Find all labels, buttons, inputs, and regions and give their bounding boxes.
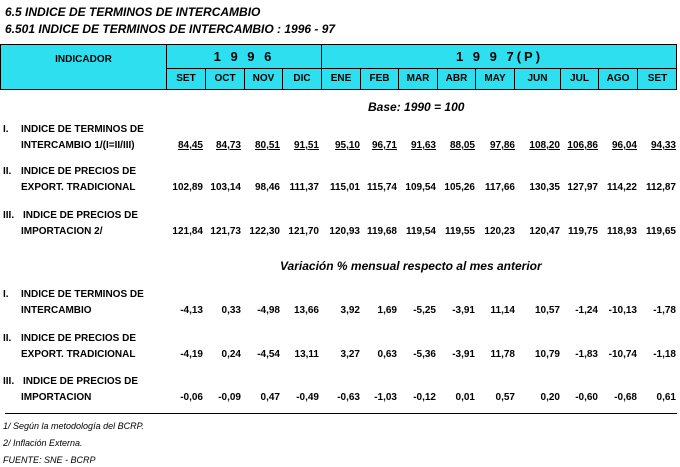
month-header: JUL (561, 69, 599, 89)
row-label-line2: INTERCAMBIO (21, 305, 92, 316)
value-cell: 106,86 (567, 140, 598, 151)
value-cell: 112,87 (645, 182, 676, 193)
value-cell: 102,89 (172, 182, 203, 193)
value-cell: 88,05 (449, 140, 475, 151)
value-cell: -5,25 (413, 305, 436, 316)
year-1997-header: 1 9 9 7(P) (322, 45, 677, 69)
value-cell: 11,78 (490, 349, 515, 360)
value-cell: 108,20 (529, 140, 560, 151)
value-cell: -1,83 (575, 349, 598, 360)
value-cell: 0,20 (540, 392, 560, 403)
source-note: FUENTE: SNE - BCRP (3, 455, 96, 465)
row-label-line2: IMPORTACION (21, 392, 92, 403)
value-cell: -0,60 (575, 392, 598, 403)
value-cell: 121,73 (210, 226, 241, 237)
value-cell: -1,24 (575, 305, 598, 316)
value-cell: -4,54 (257, 349, 280, 360)
value-cell: 109,54 (405, 182, 436, 193)
value-cell: 95,10 (334, 140, 360, 151)
value-cell: -4,19 (180, 349, 203, 360)
row-label-line1: INDICE DE TERMINOS DE (21, 289, 144, 300)
base-label: Base: 1990 = 100 (368, 100, 465, 114)
footnote-1: 1/ Según la metodología del BCRP. (3, 421, 144, 431)
value-cell: 114,22 (606, 182, 637, 193)
value-cell: 13,11 (294, 349, 319, 360)
value-cell: 119,55 (444, 226, 475, 237)
row-label-line2: EXPORT. TRADICIONAL (21, 182, 136, 193)
row-label-line1: INDICE DE PRECIOS DE (23, 376, 139, 387)
value-cell: 0,01 (455, 392, 475, 403)
row-label-line2: INTERCAMBIO 1/(I=II/III) (21, 140, 135, 151)
value-cell: -4,98 (257, 305, 280, 316)
month-header: ABR (438, 69, 476, 89)
value-cell: 111,37 (289, 182, 319, 193)
value-cell: 127,97 (567, 182, 598, 193)
row-number: I. (3, 124, 9, 135)
value-cell: 3,92 (340, 305, 360, 316)
row-label-line1: INDICE DE TERMINOS DE (21, 124, 144, 135)
value-cell: 103,14 (210, 182, 241, 193)
value-cell: 0,33 (221, 305, 241, 316)
value-cell: -4,13 (180, 305, 203, 316)
month-header: AGO (599, 69, 638, 89)
value-cell: 119,65 (645, 226, 676, 237)
month-header: SET (167, 69, 206, 89)
value-cell: -10,74 (608, 349, 637, 360)
value-cell: -1,18 (653, 349, 676, 360)
table-subtitle: 6.501 INDICE DE TERMINOS DE INTERCAMBIO : 1996 - 97 (5, 22, 336, 36)
month-header: SET (647, 73, 668, 84)
indicator-header: INDICADOR (1, 45, 167, 89)
value-cell: 119,54 (405, 226, 436, 237)
footnote-2: 2/ Inflación Externa. (3, 438, 83, 448)
month-header: DIC (283, 69, 322, 89)
value-cell: -3,91 (452, 305, 475, 316)
value-cell: -10,13 (608, 305, 637, 316)
value-cell: -1,78 (653, 305, 676, 316)
value-cell: 0,63 (377, 349, 397, 360)
value-cell: -3,91 (452, 349, 475, 360)
value-cell: 121,84 (172, 226, 203, 237)
value-cell: 0,47 (260, 392, 280, 403)
row-number: II. (3, 166, 12, 177)
row-number: III. (3, 210, 15, 221)
page-title: 6.5 INDICE DE TERMINOS DE INTERCAMBIO (5, 5, 261, 19)
value-cell: 84,73 (215, 140, 241, 151)
value-cell: 1,69 (377, 305, 397, 316)
value-cell: 94,33 (650, 140, 676, 151)
value-cell: -0,63 (337, 392, 360, 403)
value-cell: 0,57 (495, 392, 515, 403)
row-number: I. (3, 289, 9, 300)
value-cell: 118,93 (606, 226, 637, 237)
value-cell: 120,47 (529, 226, 560, 237)
value-cell: -1,03 (374, 392, 397, 403)
row-label-line1: INDICE DE PRECIOS DE (21, 166, 137, 177)
value-cell: 97,86 (489, 140, 515, 151)
month-header: MAR (399, 69, 438, 89)
footer-divider (5, 413, 677, 414)
value-cell: 84,45 (177, 140, 203, 151)
value-cell: -0,49 (296, 392, 319, 403)
value-cell: -5,36 (413, 349, 436, 360)
value-cell: 0,24 (221, 349, 241, 360)
row-number: II. (3, 333, 12, 344)
value-cell: 13,66 (293, 305, 319, 316)
value-cell: 3,27 (340, 349, 360, 360)
value-cell: 119,68 (366, 226, 397, 237)
value-cell: 105,26 (444, 182, 475, 193)
row-label-line1: INDICE DE PRECIOS DE (23, 210, 139, 221)
value-cell: 120,23 (484, 226, 515, 237)
value-cell: 98,46 (254, 182, 280, 193)
value-cell: -0,09 (218, 392, 241, 403)
year-1996-header: 1 9 9 6 (167, 45, 322, 69)
value-cell: -0,12 (413, 392, 436, 403)
value-cell: 10,79 (534, 349, 560, 360)
month-header: FEB (361, 69, 399, 89)
value-cell: 91,51 (293, 140, 319, 151)
value-cell: 91,63 (410, 140, 436, 151)
value-cell: 11,14 (490, 305, 515, 316)
value-cell: 80,51 (254, 140, 280, 151)
value-cell: 130,35 (529, 182, 560, 193)
month-header: MAY (476, 69, 515, 89)
value-cell: 96,04 (611, 140, 637, 151)
row-label-line1: INDICE DE PRECIOS DE (21, 333, 137, 344)
row-label-line2: IMPORTACION 2/ (21, 226, 103, 237)
value-cell: -0,68 (614, 392, 637, 403)
row-label-line2: EXPORT. TRADICIONAL (21, 349, 136, 360)
month-header: NOV (245, 69, 283, 89)
value-cell: 120,93 (329, 226, 360, 237)
value-cell: 96,71 (371, 140, 397, 151)
value-cell: 121,70 (288, 226, 319, 237)
value-cell: -0,06 (180, 392, 203, 403)
value-cell: 119,75 (567, 226, 598, 237)
value-cell: 122,30 (249, 226, 280, 237)
value-cell: 0,61 (656, 392, 676, 403)
month-header: ENE (322, 69, 361, 89)
month-header: OCT (206, 69, 245, 89)
row-number: III. (3, 376, 15, 387)
value-cell: 115,74 (366, 182, 397, 193)
variation-label: Variación % mensual respecto al mes anterior (280, 259, 542, 273)
value-cell: 10,57 (534, 305, 560, 316)
value-cell: 115,01 (329, 182, 360, 193)
value-cell: 117,66 (484, 182, 515, 193)
month-header: JUN (515, 69, 561, 89)
table-header (0, 44, 677, 90)
